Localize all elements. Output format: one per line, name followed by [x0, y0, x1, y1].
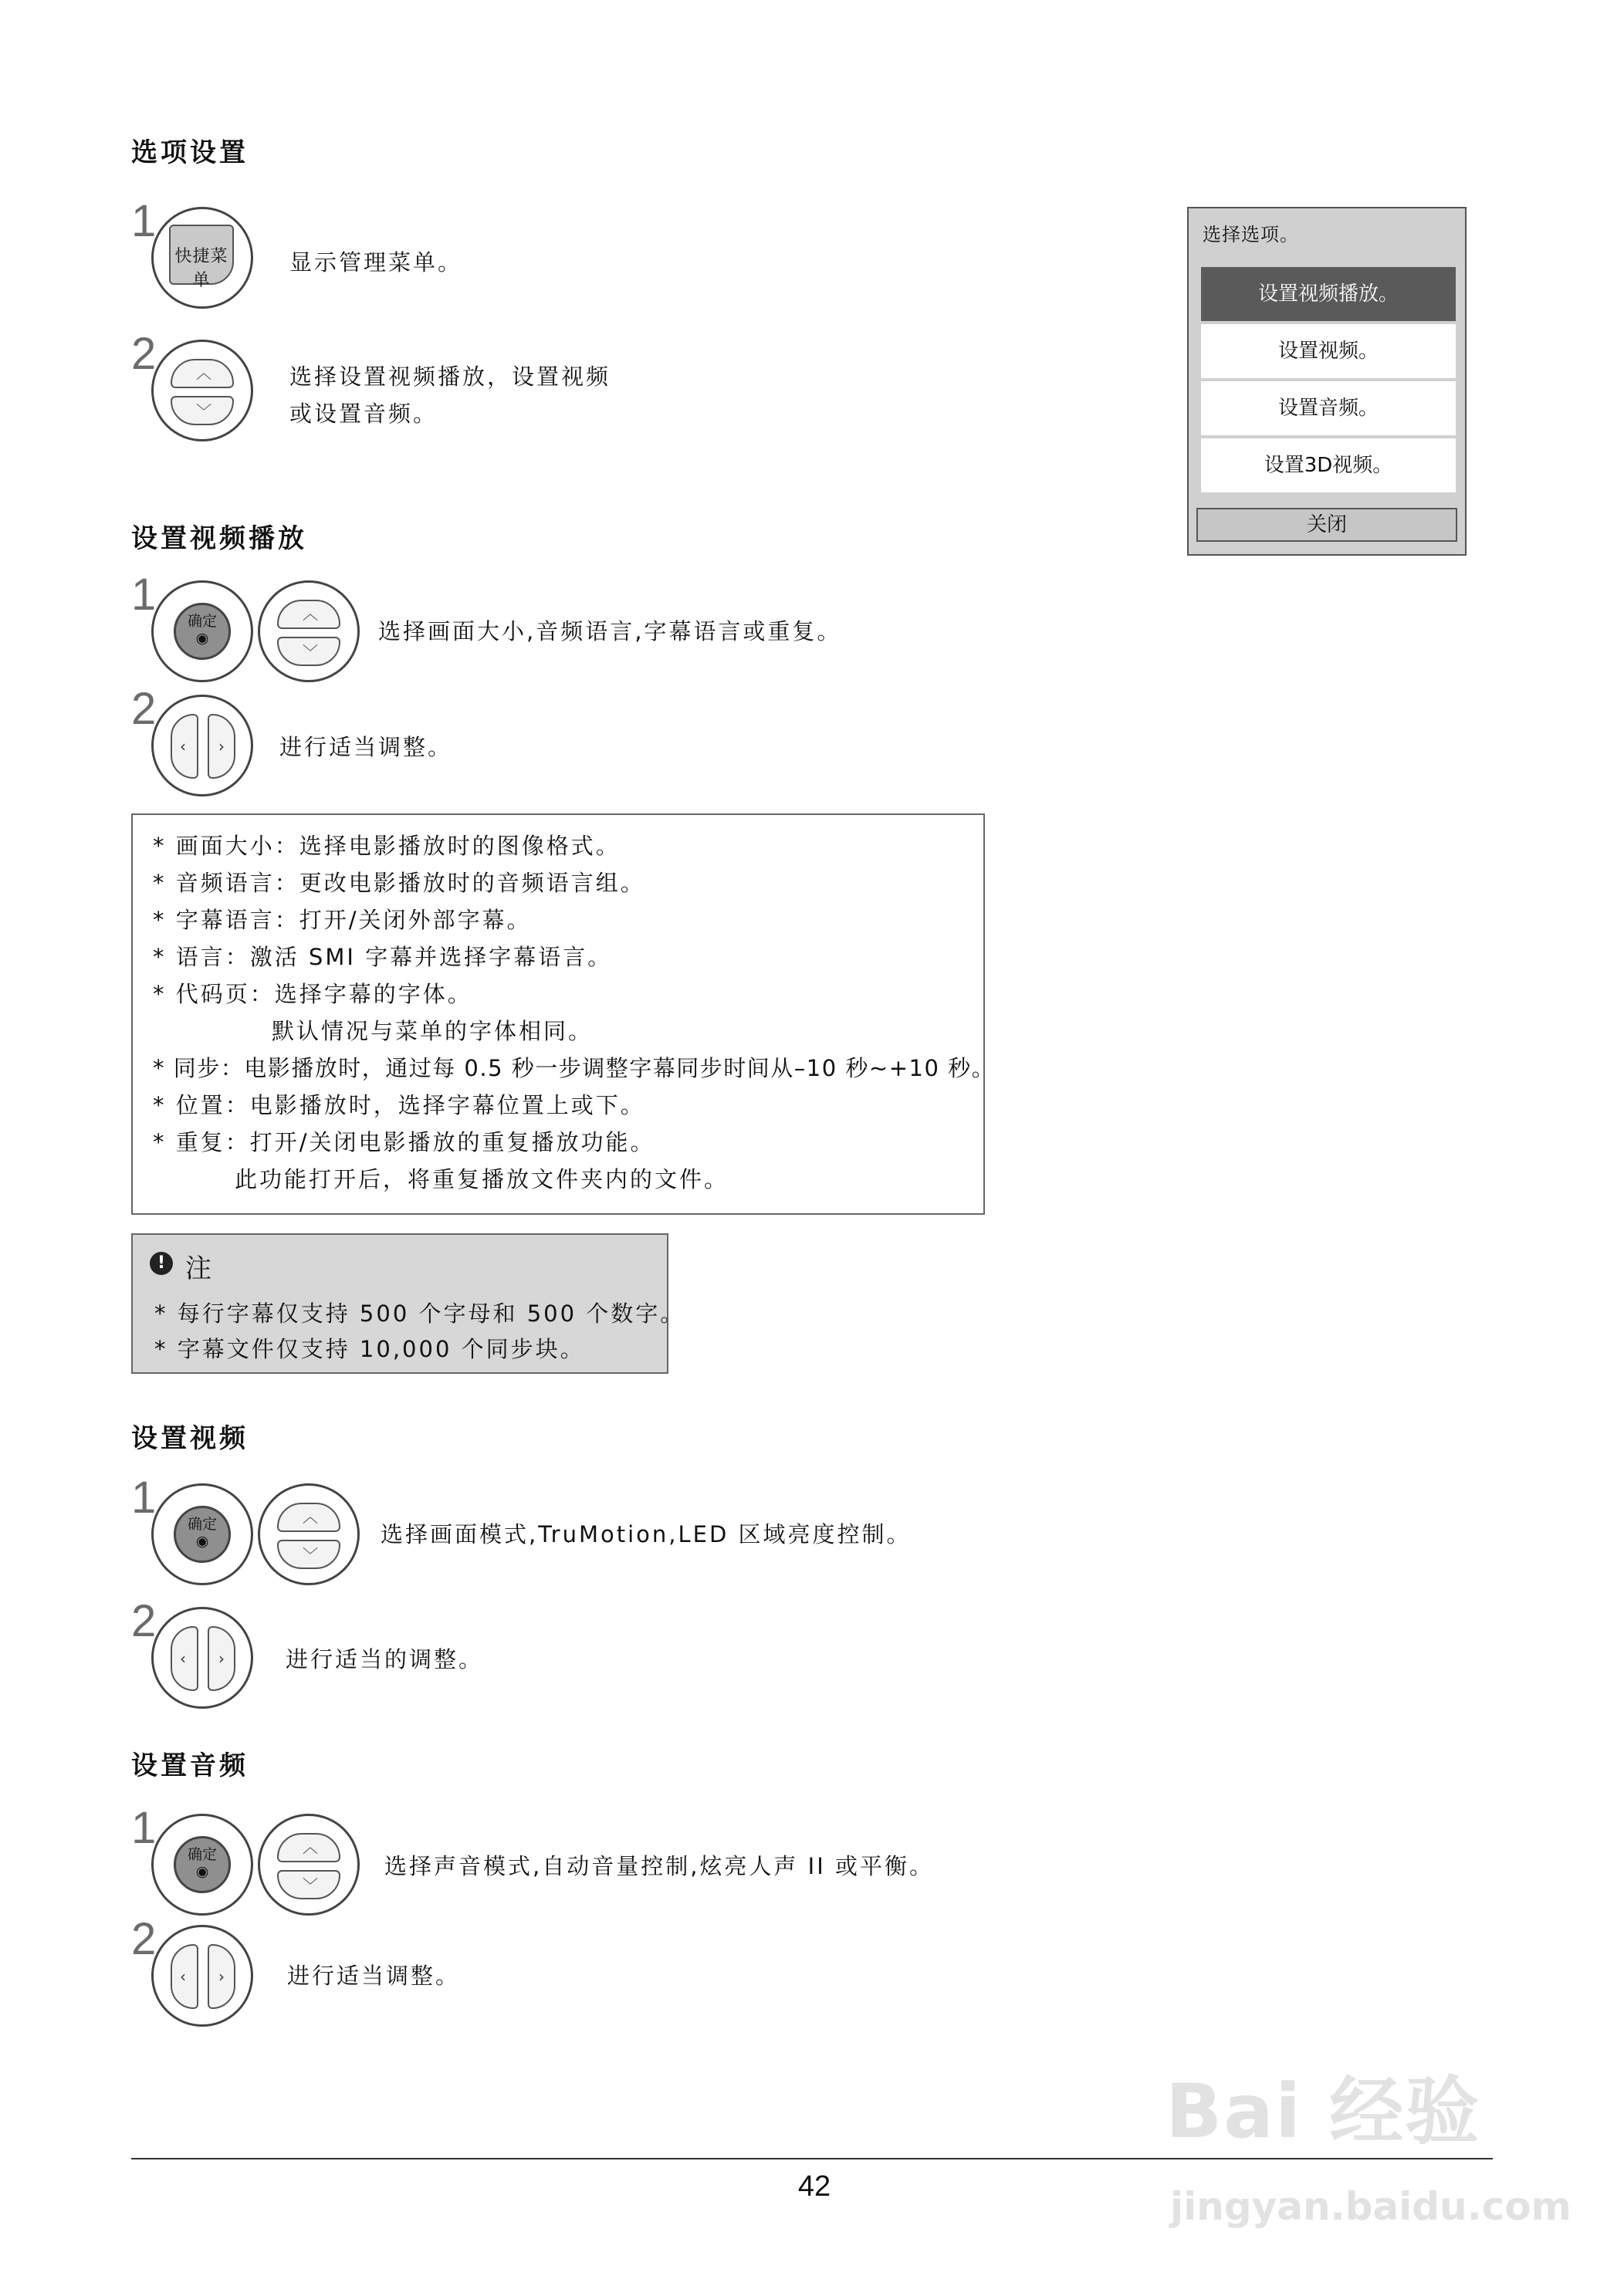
- right-arrow-icon: ›: [218, 1967, 225, 1986]
- ok-button[interactable]: [151, 580, 253, 682]
- step-number: 1: [131, 1803, 157, 1853]
- watermark-url: jingyan.baidu.com: [1170, 2184, 1572, 2229]
- info-line: 此功能打开后，将重复播放文件夹内的文件。: [235, 1166, 729, 1192]
- ok-button[interactable]: [151, 1814, 253, 1916]
- step-number: 2: [131, 684, 157, 734]
- info-line: 默认情况与菜单的字体相同。: [272, 1018, 594, 1044]
- info-line: * 重复：打开/关闭电影播放的重复播放功能。: [153, 1129, 655, 1155]
- step-number: 1: [131, 1473, 157, 1523]
- up-down-button[interactable]: [151, 340, 253, 441]
- step-text: 进行适当的调整。: [286, 1646, 484, 1672]
- up-arrow-icon: ︿: [196, 364, 211, 382]
- left-right-button[interactable]: [151, 1925, 253, 2027]
- ok-dot-icon: ◉: [195, 630, 209, 647]
- step-text: 显示管理菜单。: [289, 249, 463, 276]
- up-arrow-icon: ︿: [303, 1838, 318, 1856]
- step-number: 2: [131, 1914, 157, 1964]
- info-line: * 同步：电影播放时，通过每 0.5 秒一步调整字幕同步时间从–10 秒~+10 秒。: [153, 1055, 996, 1081]
- info-line: * 位置：电影播放时，选择字幕位置上或下。: [153, 1092, 645, 1118]
- info-line: * 音频语言：更改电影播放时的音频语言组。: [153, 870, 645, 896]
- up-down-button[interactable]: [258, 580, 360, 682]
- quick-menu-label: 快捷菜单: [174, 247, 228, 290]
- section-title-video-play: 设置视频播放: [131, 523, 307, 554]
- step-text: 选择画面模式,TruMotion,LED 区域亮度控制。: [381, 1521, 912, 1547]
- ok-button-label: 确定: [187, 1516, 217, 1533]
- option-menu: [1187, 207, 1467, 556]
- step-text: 进行适当调整。: [287, 1963, 461, 1989]
- left-arrow-icon: ‹: [180, 1649, 186, 1668]
- down-arrow-icon: ﹀: [303, 1876, 318, 1895]
- up-down-button[interactable]: [258, 1483, 360, 1585]
- menu-item-video[interactable]: 设置视频。: [1201, 324, 1456, 378]
- warning-icon: !: [150, 1252, 173, 1275]
- up-arrow-icon: ︿: [303, 604, 318, 623]
- left-right-button[interactable]: [151, 695, 253, 796]
- menu-item-audio[interactable]: 设置音频。: [1201, 381, 1456, 435]
- page-number: 42: [797, 2170, 831, 2203]
- ok-button-label: 确定: [187, 1846, 217, 1863]
- left-arrow-icon: ‹: [180, 1967, 186, 1986]
- note-line: * 每行字幕仅支持 500 个字母和 500 个数字。: [154, 1300, 685, 1327]
- ok-dot-icon: ◉: [195, 1533, 209, 1550]
- info-line: * 语言：激活 SMI 字幕并选择字幕语言。: [153, 944, 613, 970]
- menu-header: 选择选项。: [1203, 224, 1299, 245]
- quick-menu-button[interactable]: [151, 207, 253, 309]
- info-line: * 字幕语言：打开/关闭外部字幕。: [153, 907, 532, 933]
- ok-dot-icon: ◉: [195, 1863, 209, 1880]
- menu-item-video-play[interactable]: 设置视频播放。: [1201, 267, 1456, 321]
- step-text: 选择声音模式,自动音量控制,炫亮人声 II 或平衡。: [384, 1853, 934, 1879]
- step-number: 2: [131, 1596, 157, 1646]
- step-text: 进行适当调整。: [279, 734, 453, 760]
- step-text: 或设置音频。: [289, 401, 438, 427]
- right-arrow-icon: ›: [218, 1649, 225, 1668]
- down-arrow-icon: ﹀: [196, 402, 211, 421]
- ok-button[interactable]: [151, 1483, 253, 1585]
- step-number: 1: [131, 570, 157, 620]
- step-number: 1: [131, 196, 157, 246]
- info-line: * 代码页：选择字幕的字体。: [153, 981, 472, 1007]
- section-title-options: 选项设置: [131, 137, 249, 168]
- up-down-button[interactable]: [258, 1814, 360, 1916]
- right-arrow-icon: ›: [218, 737, 225, 756]
- down-arrow-icon: ﹀: [303, 1546, 318, 1564]
- menu-close-button[interactable]: 关闭: [1196, 508, 1457, 542]
- section-title-video: 设置视频: [131, 1423, 249, 1454]
- menu-item-3d-video[interactable]: 设置3D视频。: [1201, 438, 1456, 492]
- ok-button-label: 确定: [187, 613, 217, 630]
- note-title: 注: [185, 1253, 213, 1284]
- left-right-button[interactable]: [151, 1607, 253, 1709]
- note-box: [131, 1233, 685, 1374]
- note-line: * 字幕文件仅支持 10,000 个同步块。: [154, 1336, 585, 1362]
- info-line: * 画面大小：选择电影播放时的图像格式。: [153, 833, 621, 859]
- info-box: [131, 813, 996, 1215]
- step-text: 选择画面大小,音频语言,字幕语言或重复。: [378, 618, 842, 644]
- down-arrow-icon: ﹀: [303, 643, 318, 661]
- left-arrow-icon: ‹: [180, 737, 186, 756]
- section-title-audio: 设置音频: [131, 1750, 249, 1781]
- up-arrow-icon: ︿: [303, 1507, 318, 1526]
- watermark-brand: Bai 经验: [1166, 2068, 1481, 2155]
- step-text: 选择设置视频播放，设置视频: [289, 364, 611, 390]
- step-number: 2: [131, 329, 157, 379]
